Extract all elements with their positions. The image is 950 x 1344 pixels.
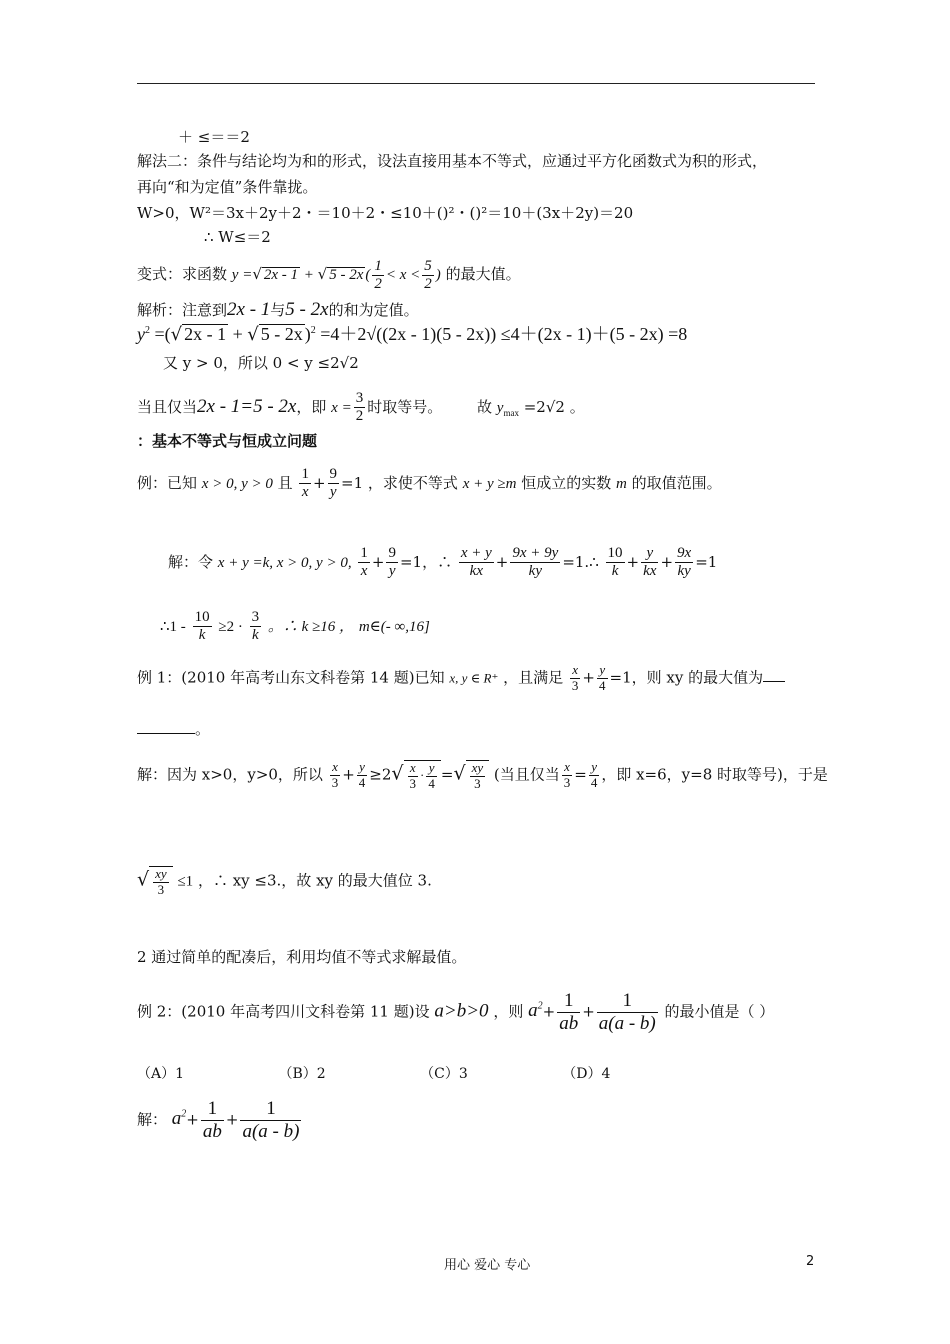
equality-expr: 2x - 1=5 - 2x	[197, 395, 297, 417]
answer-blank[interactable]	[137, 733, 195, 734]
cond: x > 0, y > 0	[201, 475, 273, 492]
solution-line: 解：令 x + y =k, x > 0, y > 0, $\frac{1}{x}$ + $\frac{9}{y}$ =1，∴ $\frac{x + y}{kx}$ + $\frac{9x + 9y}{ky}$ =1.∴ $\frac{10}{k}$ + $\frac{y}{kx}$ + $\frac{9x}{ky}$ =1	[168, 545, 718, 580]
option-b[interactable]: （B）2	[278, 1066, 326, 1082]
solution-line-2: ∴1 - $\frac{10}{k}$ ≥2 · $\frac{3}{k}$ 。∴ k ≥16 ， m∈(- ∞,16]	[160, 609, 430, 644]
expr: ≥2 ·	[218, 618, 243, 635]
hence-label: 故	[476, 397, 492, 416]
and-word: 且	[277, 473, 293, 492]
text-line: 再向“和为定值”条件靠拢。	[137, 178, 318, 196]
solution-label: 解：令	[168, 552, 214, 571]
footer-text: 用心 爱心 专心	[444, 1258, 531, 1273]
formula-rhs: =4＋2√((2x - 1)(5 - 2x)) ≤4＋(2x - 1)＋(5 - 2x) =8	[320, 324, 688, 344]
solution1-line: 解：因为 x>0，y>0，所以 $\frac{x}{3}$ + $\frac{y}{4}$ ≥2√ $\frac{x}{3}$ · $\frac{y}{4}$ =√ $\frac{xy}{3}$ (当且仅当 $\frac{x}{3}$ = $\frac{y}{4}$ ，即 x=6，y=8 时取等号)，于是	[137, 759, 828, 791]
variant-tail: 的最大值。	[445, 265, 521, 284]
expr-a: 2x - 1	[227, 299, 271, 320]
option-a[interactable]: （A）1	[137, 1066, 185, 1082]
conj: 与	[270, 301, 286, 319]
text-line: W>0，W²＝3x＋2y＋2・＝10＋2・≤10＋()²・()²＝10＋(3x＋2y)＝20	[137, 204, 634, 222]
section-2-line: 2 通过简单的配凑后，利用均值不等式求解最值。	[137, 948, 467, 966]
expr-b: 5 - 2x	[285, 299, 329, 320]
eq-one: =1	[399, 552, 423, 571]
period: 。	[195, 720, 211, 738]
variant-label: 变式：求函数	[137, 265, 228, 284]
var-m: m	[616, 475, 627, 492]
example-label: 例：已知	[137, 473, 198, 492]
eq-one-3: =1	[695, 552, 718, 571]
option-c[interactable]: （C）3	[420, 1066, 468, 1082]
example2-line: 例 2：(2010 年高考四川文科卷第 11 题)设 a>b>0 ，则 $a^2+$ $\frac{1}{ab}$ + $\frac{1}{a(a - b)}$ 的最小值是（ ）	[137, 990, 775, 1034]
expr: ∴1 -	[160, 618, 186, 635]
eq-one-2: =1.∴	[562, 552, 599, 571]
cond: a>b>0	[434, 1000, 489, 1022]
analysis-label: 解析：注意到	[137, 301, 228, 319]
conclusion: ，∴ xy ≤3.，故 xy 的最大值位 3.	[197, 871, 432, 890]
equality-line: 当且仅当2x - 1=5 - 2x，即 x = $\frac{3}{2}$ 时取等号。 故 $y_{max} =2√2$ 。	[137, 390, 585, 425]
equality-label: 当且仅当	[137, 397, 198, 416]
solution1-label: 解：因为 x>0，y>0，所以	[137, 765, 323, 784]
max-value: =2√2 。	[523, 397, 585, 416]
ask-text: ，求使不等式	[367, 473, 458, 492]
text-line: 又 y > 0，所以 0 < y ≤2√2	[163, 354, 359, 372]
equality-mid: ，即	[296, 397, 327, 416]
ask-text: ，则 xy 的最大值为	[631, 668, 764, 687]
expr: 。∴ k ≥16 ，	[267, 618, 355, 635]
then-text: ，则	[493, 1002, 524, 1021]
example1-label: 例 1：(2010 年高考山东文科卷第 14 题)已知	[137, 668, 445, 687]
options-line	[137, 1067, 610, 1081]
cond-tail: ，即 x=6，y=8 时取等号)，于是	[601, 765, 828, 784]
solution1-line-2: √ $\frac{xy}{3}$ ≤1 ，∴ xy ≤3.，故 xy 的最大值位 3.	[137, 866, 432, 897]
cond-text: ，且满足	[503, 668, 564, 687]
cond-text: (当且仅当	[493, 765, 560, 784]
example1-line: 例 1：(2010 年高考山东文科卷第 14 题)已知 x, y ∈ R⁺ ，且满足 $\frac{x}{3}$ + $\frac{y}{4}$ =1，则 xy 的最大值为	[137, 663, 785, 694]
text-line: ＋ ≤＝＝2	[178, 128, 250, 146]
analysis-tail: 的和为定值。	[328, 301, 419, 319]
page-number: 2	[806, 1254, 815, 1269]
let-expr: x + y =k, x > 0, y > 0,	[217, 554, 352, 571]
formula-line: $y^2$ =(√ 2x - 1 + √ 5 - 2x )$^2$ =4＋2√((2x - 1)(5 - 2x)) ≤4＋(2x - 1)＋(5 - 2x) =8	[137, 324, 688, 345]
formula: y =√ 2x - 1 + √ 5 - 2x ( $\frac{1}{2}$ < x < $\frac{5}{2}$ )	[231, 258, 441, 293]
ask-text-2: 恒成立的实数	[521, 473, 612, 492]
therefore: ，∴	[422, 552, 453, 571]
option-d[interactable]: （D）4	[562, 1066, 611, 1082]
header-rule	[137, 83, 815, 84]
ask-text: 的最小值是（ ）	[664, 1002, 775, 1021]
variant-line	[137, 258, 521, 294]
solution2-line: 解： $a^2+$ $\frac{1}{ab}$ + $\frac{1}{a(a - b)}$	[137, 1098, 300, 1142]
text-line: ∴ W≤＝2	[204, 228, 271, 246]
example2-label: 例 2：(2010 年高考四川文科卷第 11 题)设	[137, 1002, 430, 1021]
ineq: x + y ≥m	[462, 475, 517, 492]
range: m∈(- ∞,16]	[358, 618, 430, 635]
equality-tail: 时取等号。	[367, 397, 443, 416]
ineq: ≤1	[177, 873, 194, 890]
ask-tail: 的取值范围。	[631, 473, 722, 492]
solution2-label: 解：	[137, 1110, 168, 1129]
analysis-line	[137, 300, 419, 319]
eq: =1	[609, 668, 632, 687]
example-line: 例：已知 x > 0, y > 0 且 $\frac{1}{x}$ + $\frac{9}{y}$ =1 ，求使不等式 x + y ≥m 恒成立的实数 m 的取值范围。	[137, 466, 722, 501]
section-heading: ：基本不等式与恒成立问题	[137, 432, 318, 450]
set: x, y ∈ R⁺	[449, 670, 499, 686]
answer-blank-line	[137, 722, 210, 737]
text-line: 解法二：条件与结论均为和的形式，设法直接用基本不等式，应通过平方化函数式为积的形式，	[137, 152, 768, 170]
